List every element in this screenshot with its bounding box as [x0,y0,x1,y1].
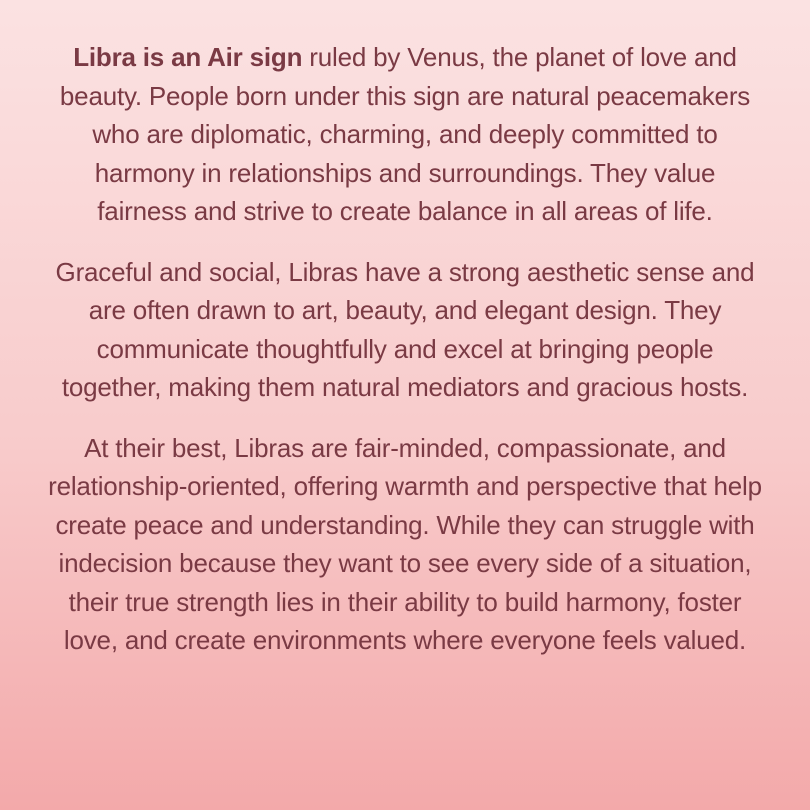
paragraph-strengths: At their best, Libras are fair-minded, compassionate, and relationship-oriented, offering warmth and perspective that help create peace and understanding. While they can struggle with indecision because they want to see every side of a situation, their true strength lies in their ability to build harmony, foster love, and create environments where everyone feels valued. [48,432,762,655]
intro-body-text: ruled by Venus, the planet of love and beauty. People born under this sign are natural peacemakers who are diplomatic, charming, and deeply committed to harmony in relationships and surroundings. They value fairness and strive to create balance in all areas of life. [59,42,751,226]
paragraph-intro [48,38,762,231]
paragraph-personality: Graceful and social, Libras have a strong aesthetic sense and are often drawn to art, beauty, and elegant design. They communicate thoughtfully and excel at bringing people together, making them natural mediators and gracious hosts. [55,256,755,402]
intro-lead-text: Libra is an Air sign [73,42,303,72]
